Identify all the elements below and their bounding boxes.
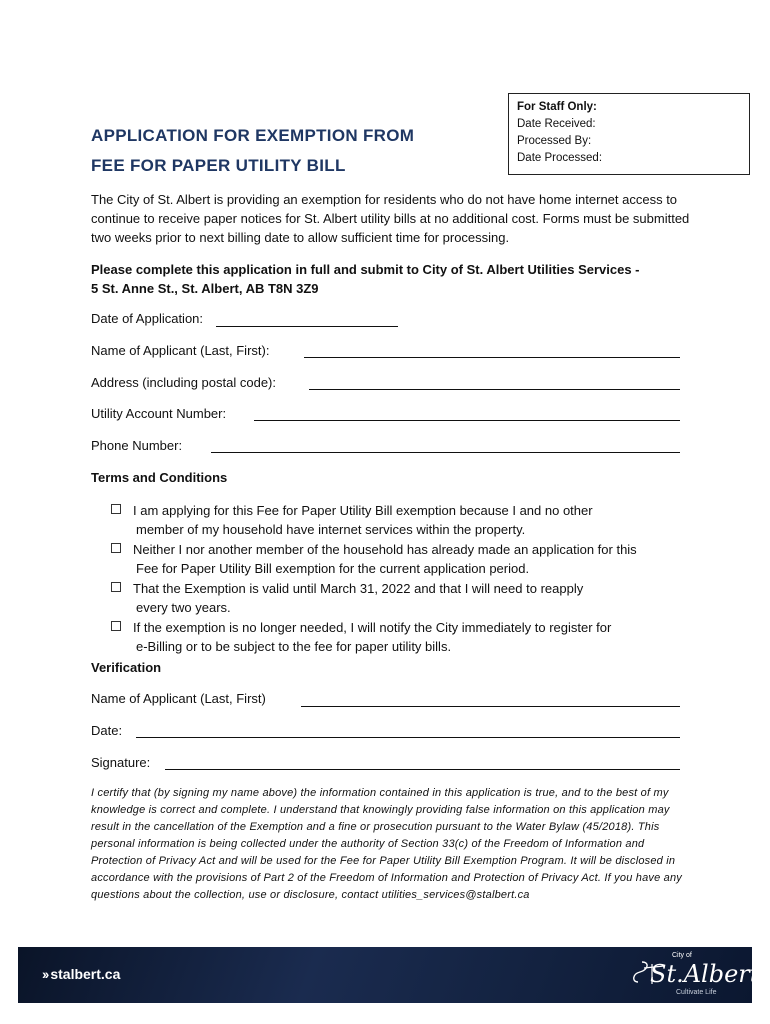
term-checkbox[interactable] — [111, 543, 121, 553]
term-item: Neither I nor another member of the household has already made an application for this Fee for Paper Utility Bill exemption for the current application period. — [111, 540, 691, 578]
term-item: I am applying for this Fee for Paper Utility Bill exemption because I and no other member of my household have internet services within the property. — [111, 501, 691, 539]
date-of-application-label: Date of Application: — [91, 311, 204, 326]
verification-name-field[interactable] — [301, 706, 680, 707]
verification-date-label: Date: — [91, 723, 123, 738]
phone-number-field[interactable] — [211, 452, 680, 453]
address-label: Address (including postal code): — [91, 375, 276, 390]
page-title-line2: FEE FOR PAPER UTILITY BILL — [91, 156, 346, 175]
stalbert-mark-icon: ›› — [42, 966, 48, 982]
name-of-applicant-field[interactable] — [304, 357, 680, 358]
footer-website[interactable]: ›› stalbert.ca — [42, 966, 121, 982]
verification-date-field[interactable] — [136, 737, 680, 738]
staff-only-box — [508, 93, 750, 175]
terms-heading: Terms and Conditions — [91, 470, 228, 485]
instructions-line1: Please complete this application in full and submit to City of St. Albert Utilities Services - — [91, 262, 640, 277]
term-checkbox[interactable] — [111, 504, 121, 514]
verification-name-label: Name of Applicant (Last, First) — [91, 691, 266, 706]
utility-account-label: Utility Account Number: — [91, 406, 227, 421]
city-of-label: City of — [672, 952, 692, 959]
term-item: If the exemption is no longer needed, I will notify the City immediately to register for e-Billing or to be subject to the fee for paper utility bills. — [111, 618, 691, 656]
utility-account-field[interactable] — [254, 420, 680, 421]
staff-processed-by: Processed By: — [517, 135, 592, 147]
intro-paragraph: The City of St. Albert is providing an exemption for residents who do not have home internet access to continue to receive paper notices for St. Albert utility bills at no additional cost. Forms must be submitted two weeks prior to next billing date to allow sufficient time for processing. — [91, 192, 690, 245]
verification-heading: Verification — [91, 660, 162, 675]
staff-heading: For Staff Only: — [517, 101, 597, 113]
signature-label: Signature: — [91, 755, 151, 770]
staff-date-received: Date Received: — [517, 118, 596, 130]
phone-number-label: Phone Number: — [91, 438, 183, 453]
date-of-application-field[interactable] — [216, 326, 398, 327]
address-field[interactable] — [309, 389, 680, 390]
name-of-applicant-label: Name of Applicant (Last, First): — [91, 343, 270, 358]
city-logo-text: St.Albert — [650, 960, 760, 988]
signature-field[interactable] — [165, 769, 680, 770]
staff-date-processed: Date Processed: — [517, 152, 603, 164]
term-checkbox[interactable] — [111, 621, 121, 631]
term-checkbox[interactable] — [111, 582, 121, 592]
legal-statement: I certify that (by signing my name above) the information contained in this application is true, and to the best of my knowledge is correct and complete. I understand that knowingly providing false information on this application may result in the cancellation of the Exemption and a fine or prosecution pursuant to the Water Bylaw (45/2018). This personal information is being collected under the authority of Section 33(c) of the Freedom of Information and Protection of Privacy Act and will be used for the Fee for Paper Utility Bill Exemption Program. It will be disclosed in accordance with the provisions of Part 2 of the Freedom of Information and Protection of Privacy Act. If you have any questions about the collection, use or disclosure, contact utilities_services@stalbert.ca — [91, 787, 683, 901]
city-tagline: Cultivate Life — [676, 989, 717, 996]
page-title-line1: APPLICATION FOR EXEMPTION FROM — [91, 126, 415, 145]
instructions-line2: 5 St. Anne St., St. Albert, AB T8N 3Z9 — [91, 281, 319, 296]
term-item: That the Exemption is valid until March 31, 2022 and that I will need to reapply every two years. — [111, 579, 691, 617]
